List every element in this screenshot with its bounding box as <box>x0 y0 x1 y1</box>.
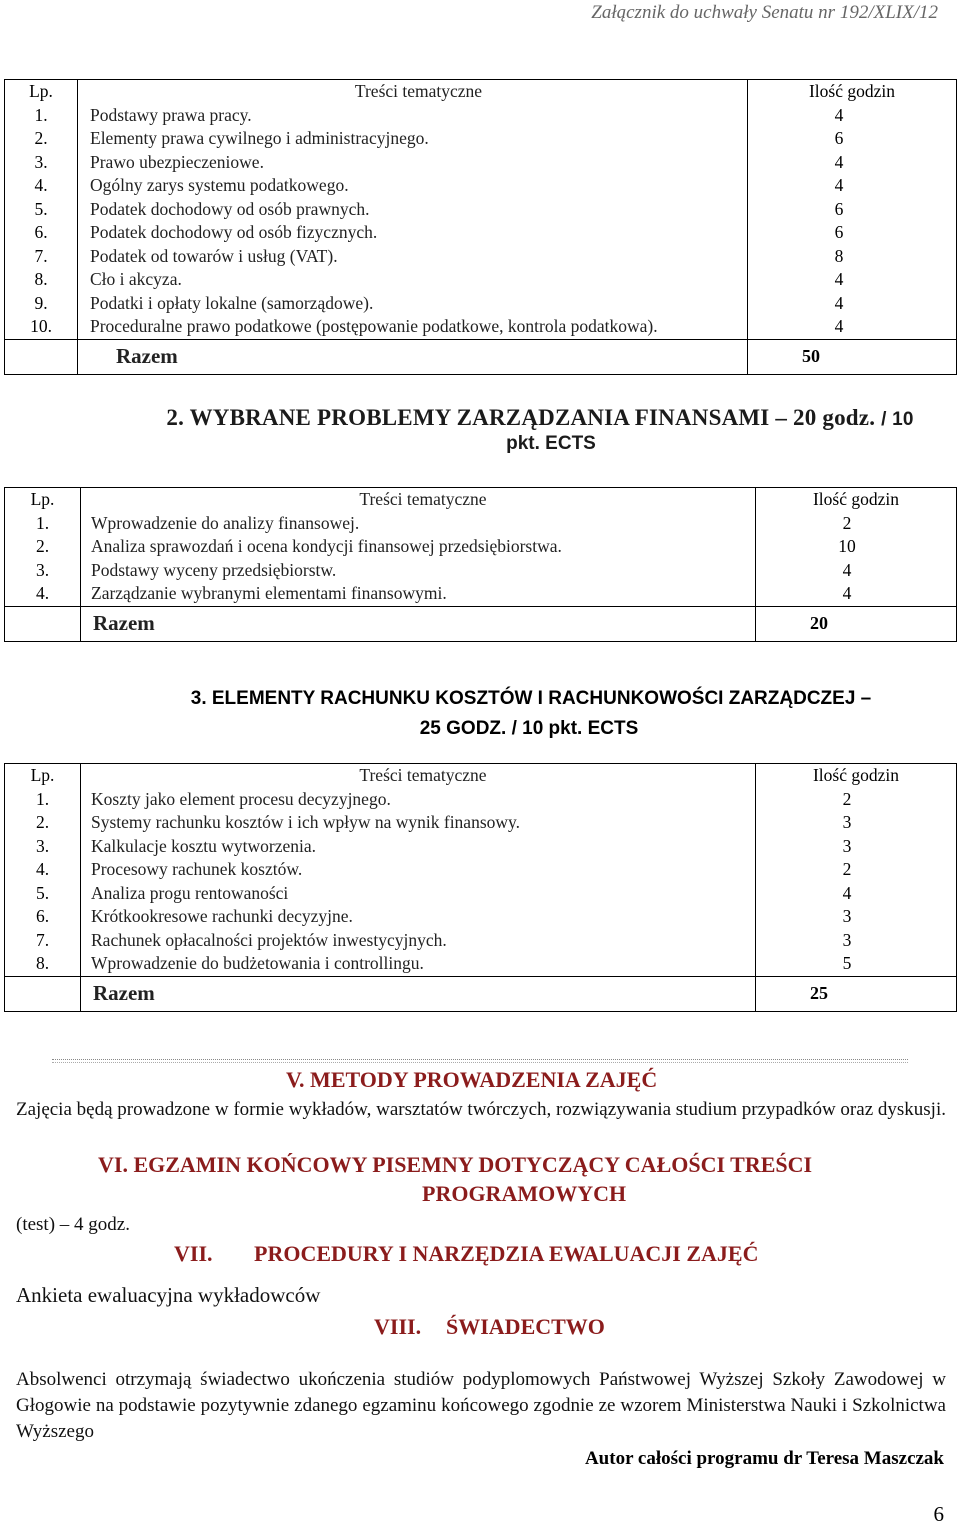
row-topic: Wprowadzenie do analizy finansowej. <box>81 512 756 536</box>
row-topic: Podstawy wyceny przedsiębiorstw. <box>81 559 756 583</box>
row-number: 4. <box>5 174 78 198</box>
row-number: 3. <box>5 151 78 175</box>
row-number: 3. <box>5 559 81 583</box>
row-number: 10. <box>5 315 78 339</box>
section-3-heading <box>0 688 960 740</box>
row-topic: Rachunek opłacalności projektów inwestycyjnych. <box>81 929 756 953</box>
section-2-ects: / 10 <box>881 409 914 430</box>
row-number: 1. <box>5 104 78 128</box>
section-3-title: 3. ELEMENTY RACHUNKU KOSZTÓW I RACHUNKOWOŚCI ZARZĄDCZEJ – <box>190 688 872 709</box>
row-topic: Proceduralne prawo podatkowe (postępowanie podatkowe, kontrola podatkowa). <box>78 315 748 339</box>
row-number: 4. <box>5 582 81 606</box>
row-topic: Prawo ubezpieczeniowe. <box>78 151 748 175</box>
row-topic: Krótkookresowe rachunki decyzyjne. <box>81 905 756 929</box>
row-number: 4. <box>5 858 81 882</box>
row-hours: 3 <box>756 811 957 835</box>
table-row <box>5 811 957 835</box>
row-topic: Kalkulacje kosztu wytworzenia. <box>81 835 756 859</box>
row-topic: Podatki i opłaty lokalne (samorządowe). <box>78 292 748 316</box>
row-hours: 4 <box>748 151 957 175</box>
total-label: Razem <box>81 976 756 1011</box>
row-topic: Podatek dochodowy od osób prawnych. <box>78 198 748 222</box>
total-row <box>5 606 957 641</box>
section-vii-number: VII. <box>174 1241 213 1266</box>
topics-table-1 <box>4 79 957 375</box>
section-v-heading: V. METODY PROWADZENIA ZAJĘĆ <box>286 1067 658 1092</box>
col-header-lp: Lp. <box>5 80 78 104</box>
total-empty-cell <box>5 339 78 374</box>
col-header-hours: Ilość godzin <box>756 764 957 788</box>
row-hours: 6 <box>748 127 957 151</box>
total-empty-cell <box>5 976 81 1011</box>
table-header-row <box>5 488 957 512</box>
section-viii-number: VIII. <box>374 1314 422 1339</box>
table-row <box>5 198 957 222</box>
col-header-hours: Ilość godzin <box>756 488 957 512</box>
row-number: 8. <box>5 952 81 976</box>
col-header-topics: Treści tematyczne <box>78 80 748 104</box>
table-row <box>5 929 957 953</box>
table-row <box>5 512 957 536</box>
section-vi-heading-cont: PROGRAMOWYCH <box>422 1181 627 1206</box>
table-row <box>5 788 957 812</box>
row-number: 7. <box>5 929 81 953</box>
row-number: 6. <box>5 905 81 929</box>
row-hours: 10 <box>756 535 957 559</box>
row-hours: 4 <box>756 559 957 583</box>
table-row <box>5 858 957 882</box>
table-row <box>5 315 957 339</box>
section-v-text: Zajęcia będą prowadzone w formie wykładów, warsztatów twórczych, rozwiązywania studium przypadków oraz dyskusji. <box>16 1099 946 1120</box>
annex-header: Załącznik do uchwały Senatu nr 192/XLIX/12 <box>591 2 938 23</box>
table-row <box>5 245 957 269</box>
row-topic: Podstawy prawa pracy. <box>78 104 748 128</box>
section-vi-text: (test) – 4 godz. <box>16 1214 130 1235</box>
table-row <box>5 268 957 292</box>
row-topic: Koszty jako element procesu decyzyjnego. <box>81 788 756 812</box>
row-hours: 8 <box>748 245 957 269</box>
section-vii-text: Ankieta ewaluacyjna wykładowców <box>16 1283 321 1307</box>
section-2-heading <box>0 405 960 455</box>
row-topic: Ogólny zarys systemu podatkowego. <box>78 174 748 198</box>
row-topic: Elementy prawa cywilnego i administracyjnego. <box>78 127 748 151</box>
total-label: Razem <box>81 606 756 641</box>
table-row <box>5 559 957 583</box>
row-topic: Cło i akcyza. <box>78 268 748 292</box>
table-row <box>5 535 957 559</box>
row-topic: Zarządzanie wybranymi elementami finansowymi. <box>81 582 756 606</box>
row-hours: 3 <box>756 835 957 859</box>
row-topic: Wprowadzenie do budżetowania i controllingu. <box>81 952 756 976</box>
row-number: 5. <box>5 882 81 906</box>
divider-line <box>52 1059 908 1063</box>
total-label: Razem <box>78 339 748 374</box>
section-2-ects-line: pkt. ECTS <box>506 433 596 454</box>
row-topic: Systemy rachunku kosztów i ich wpływ na wynik finansowy. <box>81 811 756 835</box>
row-topic: Podatek od towarów i usług (VAT). <box>78 245 748 269</box>
table-row <box>5 104 957 128</box>
row-number: 2. <box>5 127 78 151</box>
row-hours: 2 <box>756 512 957 536</box>
row-hours: 2 <box>756 858 957 882</box>
row-hours: 4 <box>748 104 957 128</box>
row-number: 2. <box>5 535 81 559</box>
section-viii-heading: ŚWIADECTWO <box>446 1314 605 1339</box>
table-row <box>5 292 957 316</box>
row-number: 1. <box>5 788 81 812</box>
topics-table-2 <box>4 487 957 642</box>
page-number: 6 <box>933 1502 944 1526</box>
table-header-row <box>5 80 957 104</box>
col-header-hours: Ilość godzin <box>748 80 957 104</box>
row-hours: 6 <box>748 198 957 222</box>
table-row <box>5 882 957 906</box>
total-row <box>5 339 957 374</box>
table-row <box>5 151 957 175</box>
row-hours: 6 <box>748 221 957 245</box>
col-header-topics: Treści tematyczne <box>81 488 756 512</box>
row-number: 7. <box>5 245 78 269</box>
row-number: 3. <box>5 835 81 859</box>
section-vii-heading: PROCEDURY I NARZĘDZIA EWALUACJI ZAJĘĆ <box>254 1241 759 1266</box>
total-empty-cell <box>5 606 81 641</box>
table-row <box>5 174 957 198</box>
table-row <box>5 835 957 859</box>
section-3-subtitle: 25 GODZ. / 10 pkt. ECTS <box>419 718 639 739</box>
row-hours: 5 <box>756 952 957 976</box>
row-hours: 4 <box>756 882 957 906</box>
row-hours: 3 <box>756 905 957 929</box>
col-header-topics: Treści tematyczne <box>81 764 756 788</box>
total-hours: 25 <box>756 976 957 1011</box>
row-topic: Analiza sprawozdań i ocena kondycji finansowej przedsiębiorstwa. <box>81 535 756 559</box>
row-topic: Analiza progu rentowaności <box>81 882 756 906</box>
row-number: 5. <box>5 198 78 222</box>
table-row <box>5 127 957 151</box>
program-author: Autor całości programu dr Teresa Maszczak <box>584 1448 944 1469</box>
total-hours: 50 <box>748 339 957 374</box>
total-hours: 20 <box>756 606 957 641</box>
row-hours: 4 <box>748 268 957 292</box>
section-2-title: 2. WYBRANE PROBLEMY ZARZĄDZANIA FINANSAMI – 20 godz. <box>166 405 876 430</box>
table-row <box>5 582 957 606</box>
col-header-lp: Lp. <box>5 764 81 788</box>
row-hours: 4 <box>748 315 957 339</box>
row-topic: Podatek dochodowy od osób fizycznych. <box>78 221 748 245</box>
total-row <box>5 976 957 1011</box>
row-hours: 4 <box>756 582 957 606</box>
row-hours: 4 <box>748 292 957 316</box>
col-header-lp: Lp. <box>5 488 81 512</box>
table-row <box>5 905 957 929</box>
row-hours: 2 <box>756 788 957 812</box>
row-topic: Procesowy rachunek kosztów. <box>81 858 756 882</box>
row-number: 9. <box>5 292 78 316</box>
row-number: 8. <box>5 268 78 292</box>
topics-table-3 <box>4 763 957 1012</box>
row-hours: 4 <box>748 174 957 198</box>
table-header-row <box>5 764 957 788</box>
row-number: 6. <box>5 221 78 245</box>
table-row <box>5 952 957 976</box>
table-row <box>5 221 957 245</box>
row-number: 1. <box>5 512 81 536</box>
section-viii-text: Absolwenci otrzymają świadectwo ukończenia studiów podyplomowych Państwowej Wyższej Szkoły Zawodowej w Głogowie na podstawie pozytywnie zdanego egzaminu końcowego zgodnie ze wzorem Ministerstwa Nauki i Szkolnictwa Wyższego <box>16 1369 946 1442</box>
section-vi-heading: VI. EGZAMIN KOŃCOWY PISEMNY DOTYCZĄCY CAŁOŚCI TREŚCI <box>98 1152 813 1177</box>
row-number: 2. <box>5 811 81 835</box>
row-hours: 3 <box>756 929 957 953</box>
